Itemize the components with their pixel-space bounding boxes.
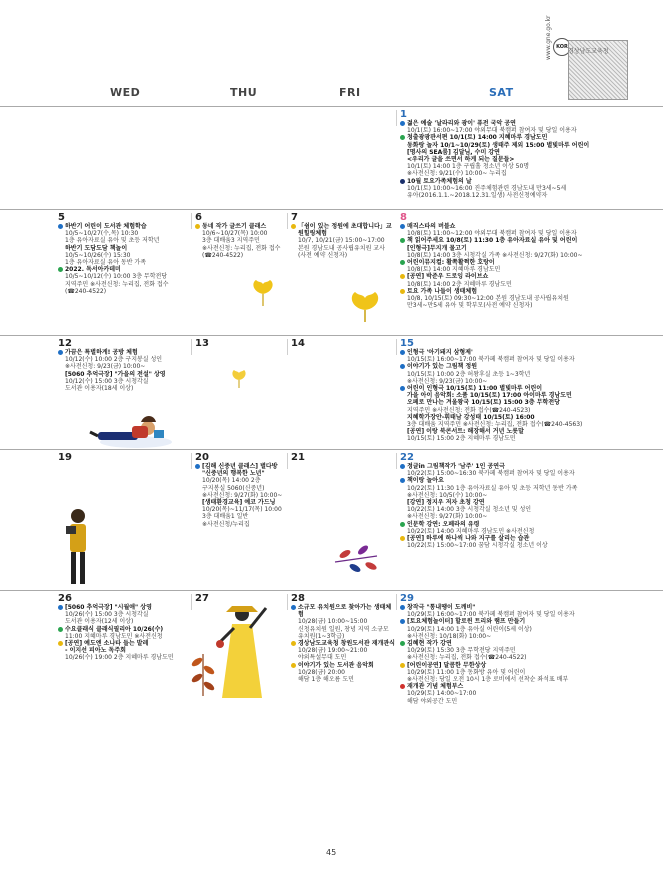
event-item [58,647,188,661]
event-item [400,273,632,287]
event-title: 재개관 기념 체험부스 [407,683,464,691]
event-item [400,604,632,618]
event-detail: 유치원(1~3학급) [298,632,345,640]
events-oct-6 [195,223,285,259]
day-number: 13 [195,338,209,349]
brand-url: www.gne.go.kr [545,15,552,60]
brand-kor-mark: KOR [553,38,571,56]
event-title: [명사의 SEA룸] 김달님, 수미 강연 [407,148,500,156]
event-title: 하반기 도담도담 책놀이 [65,244,128,252]
event-title: 어린이뮤지컬: 활쪽활쩍한 호랑이 [407,259,495,267]
event-category-dot [195,224,200,229]
event-title: 동네 작가 글쓰기 클래스 [202,223,267,230]
event-detail: 10/29(토) 15:30 3층 무학전당 지역주민 [407,647,516,655]
col-sep [191,339,192,355]
event-title: [공연] 이랑 북콘서트: 해장해서 거년 노릇말 [407,428,524,436]
event-item [400,156,632,178]
event-detail: ※사전신청: 10/5(수) 10:00~ [407,491,488,499]
event-detail: 도서관 이용자(18세 이상) [65,385,134,393]
event-category-dot [400,684,405,689]
event-detail: 지역주민 ※사전신청: 전화 접수(☎240-4523) [407,406,531,414]
event-detail: 10/1(토) 10:00~16:00 진주체험관련 경남도내 만3세~5세 [407,184,567,192]
day-number: 28 [291,593,305,604]
event-detail: 신청유치원 일원, 창녕 지역 소규모 [298,625,389,633]
event-detail: ※사전신청/누리집 [202,520,250,528]
event-title: [인형극]무지개 물고기 [407,244,467,252]
event-category-dot [400,224,405,229]
event-detail: 10/15(토) 10:00 2층 허왕후실 초등 1~3학년 [407,370,531,378]
event-title: 매직스타의 버블쇼 [407,223,456,230]
event-detail: 10/20(목)~11/17(목) 10:00 [202,506,282,514]
events-oct-12 [58,349,188,392]
event-title: 이야기가 있는 그림책 정원 [407,363,478,371]
events-oct-22 [400,463,632,549]
events-oct-29 [400,604,632,705]
event-title: 지혜학가장안-휘태남 강성태 10/15(토) 16:00 [407,413,535,421]
event-detail: ※사전신청: 누리집, 전화 접수 [202,244,281,252]
event-detail: 유아(2016.1.1.~2018.12.31.일생) 사전신청예약자 [407,192,548,200]
event-category-dot [400,478,405,483]
event-title: [5060 추억극장] "가을의 전설" 상영 [65,370,166,378]
event-title: 10월 토요가족체험의 날 [407,177,472,185]
event-detail: 10/8(토) 14:00 3층 시청각실 가족 ※사전신청: 9/27(화) 10:00~ [407,251,583,259]
event-category-dot [400,350,405,355]
col-sep [287,453,288,469]
event-detail: 10/5~10/27(수,목) 10:30 [65,230,139,238]
event-item [58,245,188,267]
event-category-dot [400,121,405,126]
event-title: 이야기가 있는 도서관 음악회 [298,661,374,669]
autumn-branch-illustration [188,650,218,698]
event-title: <우리가 글을 쓰면서 하게 되는 질문들> [407,156,515,164]
event-detail: 11:00 지혜마루 경남도민 ※사전신청 [65,632,163,640]
event-detail: 10/8(토) 14:00 지혜마루 경남도민 [407,266,501,274]
event-detail: 야외특설무대 도민 [298,654,347,662]
event-item [400,178,632,200]
col-sep [396,594,397,610]
event-item [58,371,188,393]
event-item [195,223,285,259]
event-item [58,349,188,371]
event-detail: 도서관 이용자(12세 이상) [65,618,134,626]
day-number: 29 [400,593,414,604]
event-item [58,626,188,640]
events-oct-7 [291,223,395,259]
day-number: 5 [58,212,65,223]
events-oct-1 [400,120,632,199]
event-detail: 지역주민 ※사전신청: 누리집, 전화 접수 [65,280,169,288]
event-detail: 10/22(토) 15:00~17:00 꿈담 시청각실 청소년 이상 [407,542,548,550]
event-title: [공연] 박준우 드로잉 라이브쇼 [407,273,489,281]
reading-person-illustration [88,392,178,452]
event-category-dot [291,224,296,229]
event-detail: ※사전신청: 9/27(화) 10:00~ [407,513,488,521]
event-category-dot [400,464,405,469]
event-title: [강연] 정지우 저자 초청 강연 [407,499,485,507]
event-title: 하반기 어린이 도서관 체험학습 [65,223,147,230]
event-category-dot [400,386,405,391]
event-detail: 10/22(토) 11:30 1층 유아자료실 유아 및 초등 저학년 동반 가족 [407,484,578,492]
col-sep [396,110,397,126]
day-number: 22 [400,452,414,463]
event-detail: 구지봉실 5060(신중년) [202,484,265,492]
event-detail: 10/28(금) 20:00 [298,668,345,676]
event-title: 오페로 만나는 겨울왕국 10/15(토) 15:00 3층 무학전당 [407,399,560,407]
event-category-dot [400,179,405,184]
event-detail: 본원 경남도내 공사립유치원 교사 [298,244,385,252]
day-number: 6 [195,212,202,223]
event-category-dot [58,627,63,632]
day-number: 14 [291,338,305,349]
col-sep [191,453,192,469]
day-number: 7 [291,212,298,223]
event-detail: 1층 유아자료실 유아 동반 가족 [65,259,146,267]
event-title: 젊은 예술 '날라리와 광이' 퓨전 국악 공연 [407,120,516,127]
event-detail: 10/29(토) 11:00 1층 동화방 유아 및 어린이 [407,668,526,676]
event-title: [공연] 예도엔 소나타 들는 발레 [65,640,149,648]
event-item [400,120,632,134]
event-item [400,223,632,237]
event-detail: 10/12(수) 15:00 3층 시청각실 [65,377,149,385]
event-title: 토요 가족 나들이 생태체험 [407,287,478,295]
event-detail: 10/26(수) 19:00 2층 지혜마루 경남도민 [65,654,174,662]
event-title: [어린이공연] 달콤한 무한상상 [407,661,487,669]
event-detail: 10/8(토) 14:00 2층 지혜마루 경남도민 [407,280,512,288]
event-item [400,237,632,244]
events-oct-26 [58,604,188,662]
day-number: 26 [58,593,72,604]
page-number: 45 [326,848,337,857]
event-detail: 10/15(토) 15:00 2층 지혜마루 경남도민 [407,435,516,443]
event-detail: 1층 유아자료실 유아 및 초등 저학년 [65,237,160,245]
event-detail: 10/28(금) 19:00~21:00 [298,647,368,655]
event-title: 소규모 유치원으로 찾아가는 생태체험 [298,604,392,619]
event-title: 수요클래식 클래식필리아 10/26(수) [65,625,164,633]
event-title: [공연] 하루에 하나씩 나와 지구를 살리는 습관 [407,535,530,543]
event-detail: ※사전신청: 9/23(금) 10:00~ [407,377,488,385]
event-detail: (☎240-4522) [202,251,244,259]
event-title: [5060 추억극장] "시월애" 상영 [65,604,152,611]
col-sep [191,594,192,610]
woman-with-flower-illustration [212,598,272,708]
day-number: 8 [400,212,407,223]
event-detail: 10/7, 10/21(금) 15:00~17:00 [298,237,385,245]
day-number: 27 [195,593,209,604]
event-detail: ※사전신청: 10/18(화) 10:00~ [407,632,492,640]
event-item [400,288,632,310]
event-title: 동화랑 놀자 10/1~10/29(토) 생태주 제외 15:00 별빛마루 어린이 [407,141,590,149]
event-item [291,223,395,259]
event-detail: (사전 예약 신청자) [298,251,348,259]
event-detail: 만3세~만5세 유아 및 학부모(사전 예약 신청자) [407,302,533,310]
event-title: 정글in 그림책작가 '남주' 1인 공연극 [407,463,505,470]
row-line-3 [0,335,663,336]
header-fri: FRI [339,86,361,99]
day-number: 12 [58,338,72,349]
event-title: 창작극 "통내땡이 도깨비" [407,604,476,611]
event-item [400,349,632,363]
events-oct-8 [400,223,632,309]
event-detail: 10/5~10/26(수) 15:30 [65,251,131,259]
col-sep [396,339,397,355]
event-title: 책 읽어주세요 10/8(토) 11:30 1층 유아자료실 유아 및 어린이 [407,237,578,245]
event-item [195,463,285,499]
event-item [400,142,632,149]
event-item [400,535,632,549]
event-item [400,149,632,156]
event-detail: 10/28(금) 10:00~15:00 [298,618,368,626]
col-sep [287,339,288,355]
event-title: [토요체험놀이터] 할로윈 트리와 램프 만들기 [407,618,526,626]
event-item [291,604,395,640]
event-item [400,640,632,662]
event-item [400,463,632,477]
event-category-dot [400,522,405,527]
col-sep [287,594,288,610]
ginkgo-leaf-illustration [248,278,278,308]
event-category-dot [291,641,296,646]
event-item [58,266,188,295]
event-category-dot [400,260,405,265]
event-item [400,259,632,273]
event-title: 2022. 독서아카데미 [65,266,121,274]
event-detail: 10/26(수) 15:00 3층 시청각실 [65,611,149,619]
day-number: 19 [58,452,72,463]
event-detail: 해담 야외공간 도민 [407,697,458,705]
event-category-dot [400,641,405,646]
event-category-dot [400,238,405,243]
event-item [58,604,188,626]
row-line-1 [0,106,663,107]
header-wed: WED [110,86,141,99]
event-category-dot [400,663,405,668]
col-sep [191,213,192,229]
header-sat: SAT [489,86,514,99]
event-title: - 이지선 피아노 독주회 [65,647,126,655]
event-title: [생태환경교육] 예코 가드닝 [202,499,276,507]
event-detail: 10/22(토) 14:00 지혜마루 경남도민 ※사전신청 [407,527,535,535]
event-item [400,428,632,442]
event-category-dot [58,267,63,272]
event-detail: ※사전신청: 9/27(화) 10:00~ [202,491,283,499]
event-category-dot [400,274,405,279]
event-detail: 해담 1층 해오름 도민 [298,676,354,684]
event-item [400,399,632,413]
event-category-dot [400,364,405,369]
event-detail: 10/5~10/12(수) 10:00 3층 무학전당 [65,273,168,281]
event-item [58,223,188,245]
event-item [400,414,632,428]
event-detail: (☎240-4522) [65,287,107,295]
event-category-dot [291,605,296,610]
event-detail: ※사전신청: 당일 오전 10시 1층 로비에서 선착순 좌석표 배부 [407,676,569,684]
event-item [400,363,632,385]
day-number: 1 [400,109,407,120]
col-sep [287,213,288,229]
event-category-dot [400,605,405,610]
event-title: [김해 신중년 클래스] 별다방 "신중년의 행복한 노년" [202,463,278,478]
event-category-dot [400,135,405,140]
event-detail: 10/8(토) 11:00~12:00 야외무대 북캠퍼 참여자 및 당일 이용자 [407,230,577,238]
event-detail: 10/29(토) 14:00 1층 유아실 어린이(5세 이상) [407,625,532,633]
day-number: 15 [400,338,414,349]
col-sep [396,453,397,469]
row-line-2 [0,209,663,210]
event-item [291,640,395,662]
event-category-dot [58,350,63,355]
ginkgo-leaf-illustration [345,290,385,326]
event-title: 책이랑 놀아요 [407,477,444,485]
event-category-dot [195,464,200,469]
events-oct-15 [400,349,632,443]
event-detail: 10/20(목) 14:00 2층 [202,477,261,485]
event-item [400,521,632,535]
event-detail: ※사전신청: 9/23(금) 10:00~ [65,363,146,371]
brand-name: 경상남도교육청 [568,48,609,55]
events-oct-20 [195,463,285,528]
event-item [195,499,285,528]
event-category-dot [400,289,405,294]
event-item [400,477,632,499]
events-oct-5 [58,223,188,295]
events-oct-28 [291,604,395,683]
day-number: 20 [195,452,209,463]
event-detail: 10/1(토) 14:00 1층 구립홀 청소년 이상 50명 [407,163,530,171]
event-item [400,662,632,684]
event-item [400,134,632,141]
event-item [291,662,395,684]
event-title: 가끔은 특별하게! 공방 체험 [65,349,138,356]
event-category-dot [400,536,405,541]
event-title: 「쉼이 있는 정원에 초대합니다」교원힐링체험 [298,223,392,238]
event-category-dot [58,224,63,229]
event-category-dot [400,619,405,624]
event-title: 김혜현 작가 강연 [407,640,452,648]
event-item [400,245,632,259]
event-category-dot [58,605,63,610]
event-detail: 10/15(토) 16:00~17:00 북카페 북캠퍼 참여자 및 당일 이용자 [407,356,575,364]
event-detail: ※사전신청: 9/21(수) 10:00~ 누리집 [407,170,507,178]
event-detail: 3층 대배움1 일반 [202,513,249,521]
event-detail: 10/8, 10/15(토) 09:30~12:00 본원 경남도내 공사립유치원 [407,295,569,303]
event-detail: 10/6~10/27(목) 10:00 [202,230,268,238]
header-thu: THU [230,86,258,99]
event-item [400,499,632,521]
event-detail: 10/29(토) 16:00~17:00 북카페 북캠퍼 참여자 및 당일 이용자 [407,611,575,619]
row-line-5 [0,590,663,591]
event-detail: ※사전신청: 누리집, 전화 접수(☎240-4522) [407,654,527,662]
event-title: 가을 아이 음악회: 소품 10/15(토) 17:00 아이마루 경남도민 [407,392,572,400]
event-category-dot [291,663,296,668]
ginkgo-leaf-illustration [228,368,250,390]
event-title: 인문학 강연: 오페라의 유령 [407,520,480,528]
event-title: 경상남도교육청 창원도서관 재개관식 [298,640,395,648]
event-item [400,683,632,705]
day-number: 21 [291,452,305,463]
event-detail: 10/22(토) 15:00~16:30 북카페 북캠퍼 참여자 및 당일 이용자 [407,470,575,478]
event-detail: 3층 대배움 지역주민 ※사전신청: 누리집, 전화 접수(☎240-4563) [407,421,583,429]
event-title: 어린이 인형극 10/15(토) 11:00 별빛마루 어린이 [407,385,543,393]
event-detail: 10/12(수) 10:00 2층 구지봉실 성인 [65,356,163,364]
photographer-illustration [58,506,98,588]
leaf-branch-illustration [331,542,381,582]
event-detail: 10/29(토) 14:00~17:00 [407,690,477,698]
event-category-dot [58,641,63,646]
event-detail: 10/22(토) 14:00 3층 시청각실 청소년 및 성인 [407,506,532,514]
event-item [400,618,632,640]
event-title: 인형극 '아기돼지 삼형제' [407,349,473,356]
event-title: 청출광광관서편 10/1(토) 14:00 지혜마루 경남도민 [407,134,548,142]
event-detail: 10/1(토) 16:00~17:00 야외무대 북캠퍼 참여자 및 당일 이용자 [407,127,577,135]
event-detail: 3층 대배움3 지역주민 [202,237,260,245]
